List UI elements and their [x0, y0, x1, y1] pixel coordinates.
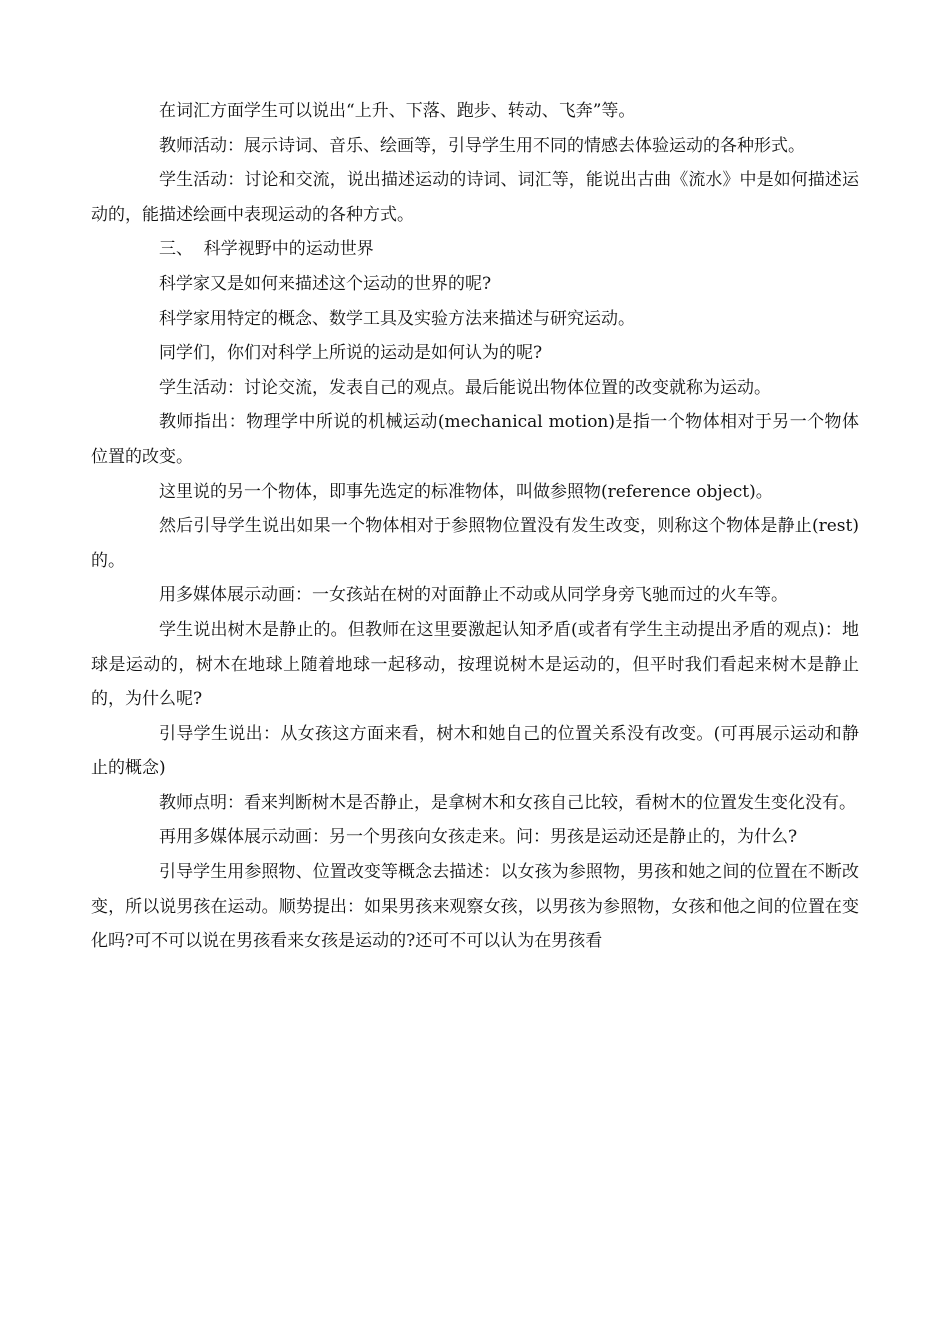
- paragraph: 同学们，你们对科学上所说的运动是如何认为的呢?: [159, 343, 543, 364]
- paragraph: 教师点明：看来判断树木是否静止，是拿树木和女孩自己比较，看树木的位置发生变化没有。: [159, 792, 856, 813]
- paragraph: 科学家又是如何来描述这个运动的世界的呢?: [159, 273, 492, 294]
- paragraph: 学生活动：讨论和交流，说出描述运动的诗词、词汇等，能说出古曲《流水》中是如何描述运动的，能描述绘画中表现运动的各种方式。: [91, 170, 859, 225]
- paragraph: 学生活动：讨论交流，发表自己的观点。最后能说出物体位置的改变就称为运动。: [159, 377, 771, 398]
- paragraph: 教师活动：展示诗词、音乐、绘画等，引导学生用不同的情感去体验运动的各种形式。: [159, 135, 805, 156]
- paragraph: 然后引导学生说出如果一个物体相对于参照物位置没有发生改变，则称这个物体是静止(rest)的。: [91, 516, 859, 571]
- paragraph: 学生说出树木是静止的。但教师在这里要激起认知矛盾(或者有学生主动提出矛盾的观点)：地球是运动的，树木在地球上随着地球一起移动，按理说树木是运动的，但平时我们看起来树木是静止的，为什么呢?: [91, 619, 859, 710]
- paragraph: 科学家用特定的概念、数学工具及实验方法来描述与研究运动。: [159, 308, 635, 329]
- paragraph: 引导学生说出：从女孩这方面来看，树木和她自己的位置关系没有改变。(可再展示运动和静止的概念): [91, 723, 859, 779]
- section-heading: 三、 科学视野中的运动世界: [159, 239, 374, 260]
- paragraph: 这里说的另一个物体，即事先选定的标准物体，叫做参照物(reference object)。: [159, 481, 773, 502]
- document-body: [91, 94, 859, 959]
- paragraph: 在词汇方面学生可以说出“上升、下落、跑步、转动、飞奔”等。: [159, 101, 636, 121]
- paragraph: 再用多媒体展示动画：另一个男孩向女孩走来。问：男孩是运动还是静止的，为什么?: [159, 827, 798, 848]
- paragraph: 用多媒体展示动画：一女孩站在树的对面静止不动或从同学身旁飞驰而过的火车等。: [159, 585, 788, 606]
- paragraph: 教师指出：物理学中所说的机械运动(mechanical motion)是指一个物体相对于另一个物体位置的改变。: [91, 412, 859, 467]
- paragraph: 引导学生用参照物、位置改变等概念去描述：以女孩为参照物，男孩和她之间的位置在不断改变，所以说男孩在运动。顺势提出：如果男孩来观察女孩，以男孩为参照物，女孩和他之间的位置在变化吗?可不可以说在男孩看来女孩是运动的?还可不可以认为在男孩看: [91, 862, 859, 952]
